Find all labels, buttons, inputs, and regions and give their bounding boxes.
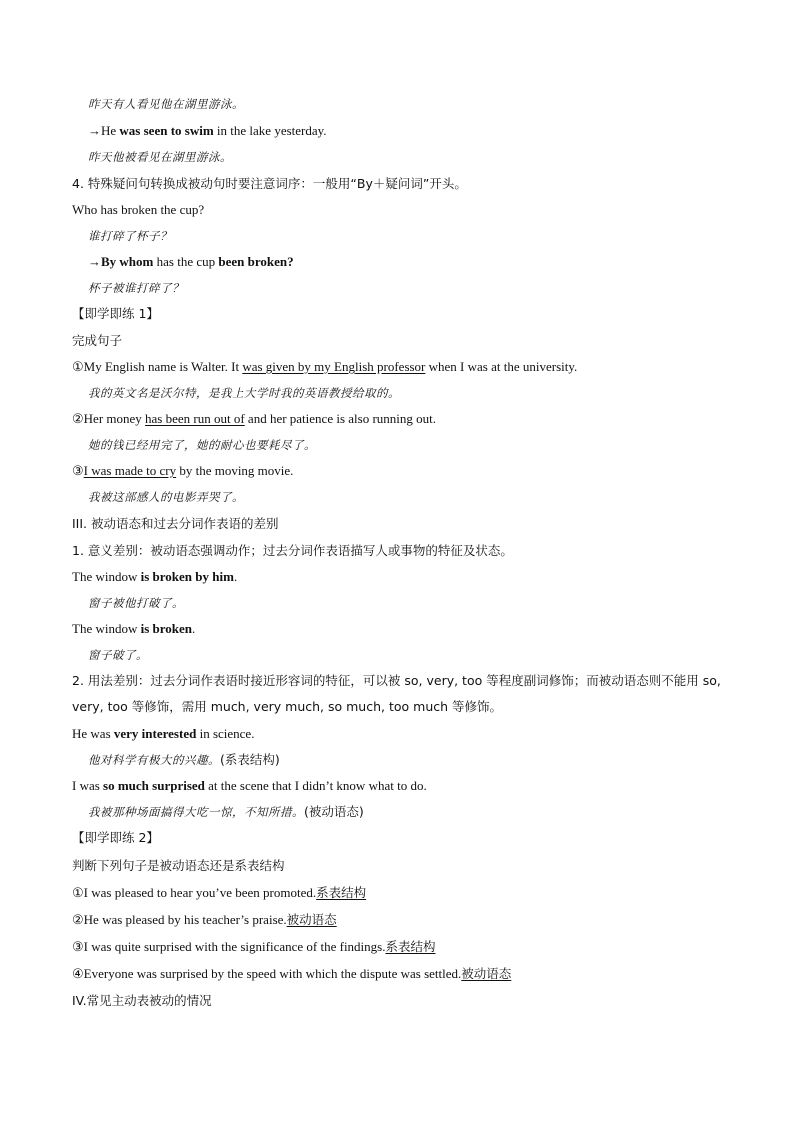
- example-sentence: I was so much surprised at the scene that I didn’t know what to do.: [72, 778, 427, 793]
- example-sentence: The window is broken by him.: [72, 569, 238, 584]
- answer-blank: 系表结构: [385, 939, 436, 954]
- rule-paragraph: 2. 用法差别：过去分词作表语时接近形容词的特征，可以被 so, very, too 等程度副词修饰；而被动语态则不能用 so, very, too 等修饰，需用 much, very much, so much, too much 等修饰。: [72, 673, 721, 714]
- exercise-heading: 【即学即练 1】: [72, 306, 159, 321]
- rule-heading: 4. 特殊疑问句转换成被动句时要注意词序：一般用“By＋疑问词”开头。: [72, 176, 467, 191]
- section-heading: IV.常见主动表被动的情况: [72, 993, 212, 1008]
- translation-line: 昨天他被看见在湖里游泳。: [88, 150, 232, 164]
- translation-line: 我的英文名是沃尔特，是我上大学时我的英语教授给取的。: [88, 386, 400, 400]
- rule-heading: 1. 意义差别：被动语态强调动作；过去分词作表语描写人或事物的特征及状态。: [72, 543, 513, 558]
- example-sentence: →He was seen to swim in the lake yesterday.: [88, 123, 327, 138]
- example-sentence: The window is broken.: [72, 621, 196, 636]
- translation-line: 谁打碎了杯子？: [88, 229, 172, 243]
- exercise-item: ①My English name is Walter. It was given by my English professor when I was at the university.: [72, 359, 578, 374]
- translation-line: 窗子破了。: [88, 648, 148, 662]
- translation-line: 杯子被谁打碎了？: [88, 281, 184, 295]
- translation-line: 我被那种场面搞得大吃一惊，不知所措。(被动语态): [88, 804, 364, 819]
- answer-blank: was given by my English professor: [242, 359, 426, 374]
- answer-blank: I was made to cry: [83, 463, 177, 478]
- exercise-instruction: 完成句子: [72, 333, 123, 348]
- translation-line: 他对科学有极大的兴趣。(系表结构): [88, 752, 280, 767]
- example-sentence: He was very interested in science.: [72, 726, 255, 741]
- translation-line: 她的钱已经用完了，她的耐心也要耗尽了。: [88, 438, 316, 452]
- example-sentence: →By whom has the cup been broken?: [88, 254, 294, 269]
- answer-blank: 系表结构: [316, 885, 367, 900]
- example-sentence: Who has broken the cup?: [72, 202, 205, 217]
- exercise-item: ④Everyone was surprised by the speed with which the dispute was settled.被动语态: [72, 966, 512, 981]
- answer-blank: has been run out of: [145, 411, 245, 426]
- section-heading: III. 被动语态和过去分词作表语的差别: [72, 516, 279, 531]
- translation-line: 窗子被他打破了。: [88, 596, 184, 610]
- exercise-item: ③I was quite surprised with the significance of the findings.系表结构: [72, 939, 436, 954]
- exercise-instruction: 判断下列句子是被动语态还是系表结构: [72, 858, 285, 873]
- exercise-item: ②He was pleased by his teacher’s praise.被动语态: [72, 912, 337, 927]
- grammar-note: (被动语态): [304, 804, 364, 819]
- translation-line: 昨天有人看见他在湖里游泳。: [88, 97, 244, 111]
- translation-line: 我被这部感人的电影弄哭了。: [88, 490, 244, 504]
- grammar-note: (系表结构): [220, 752, 280, 767]
- answer-blank: 被动语态: [286, 912, 337, 927]
- exercise-heading: 【即学即练 2】: [72, 830, 159, 845]
- exercise-item: ①I was pleased to hear you’ve been promoted.系表结构: [72, 885, 367, 900]
- exercise-item: ③I was made to cry by the moving movie.: [72, 463, 294, 478]
- exercise-item: ②Her money has been run out of and her patience is also running out.: [72, 411, 437, 426]
- answer-blank: 被动语态: [461, 966, 512, 981]
